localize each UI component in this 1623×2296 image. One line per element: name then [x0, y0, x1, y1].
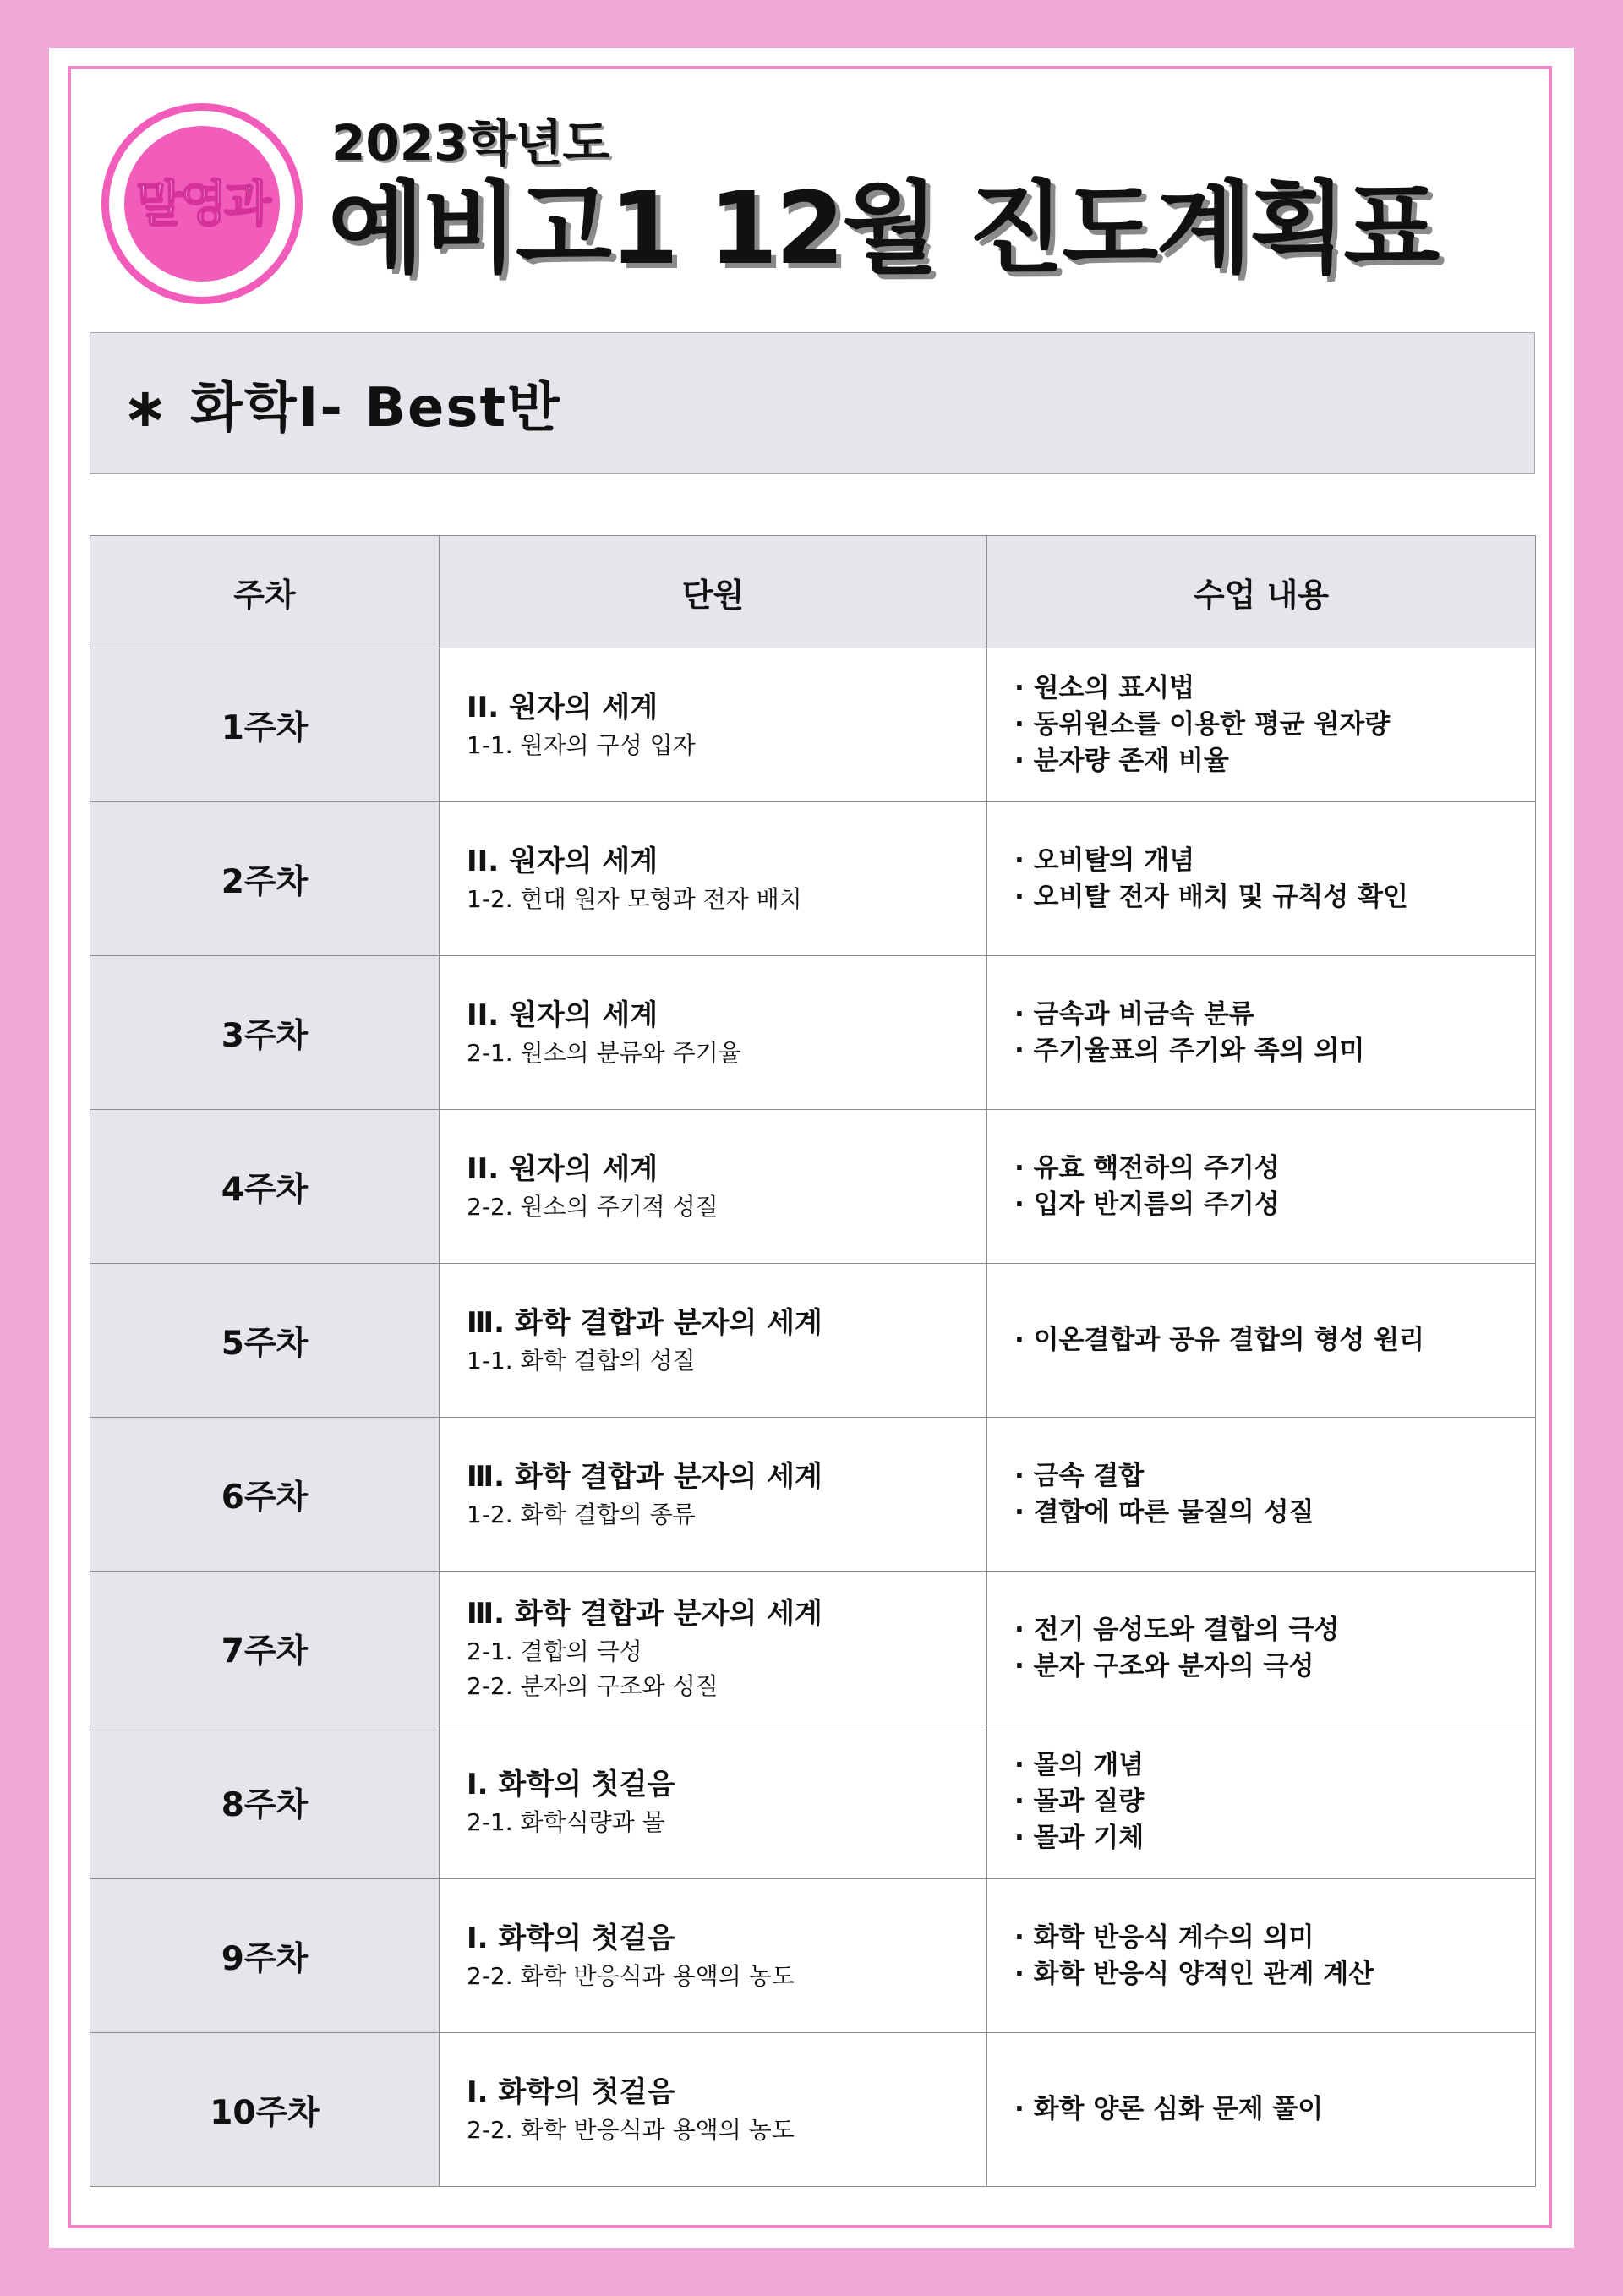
header-year: 2023학년도 [331, 114, 610, 172]
table-row [90, 802, 1536, 956]
unit-subtitle: 1-1. 원자의 구성 입자 [467, 731, 696, 759]
content-cell [987, 1879, 1536, 2033]
unit-title: II. 원자의 세계 [467, 691, 658, 724]
table-row [90, 1725, 1536, 1879]
unit-subtitle: 2-1. 원소의 분류와 주기율 [467, 1039, 741, 1067]
table-row [90, 1264, 1536, 1418]
unit-subtitle: 1-2. 현대 원자 모형과 전자 배치 [467, 885, 802, 913]
logo [101, 103, 303, 304]
unit-title: Ⅲ. 화학 결합과 분자의 세계 [467, 1596, 822, 1631]
content-item: · 분자량 존재 비율 [1014, 743, 1534, 779]
table-body [90, 648, 1536, 2187]
content-cell [987, 956, 1536, 1110]
table-header-row [90, 536, 1536, 648]
content-cell [987, 648, 1536, 802]
unit-cell [440, 1418, 987, 1572]
table-row [90, 1418, 1536, 1572]
week-cell: 1주차 [90, 648, 440, 802]
content-cell [987, 1264, 1536, 1418]
schedule-table [90, 535, 1536, 2187]
content-cell [987, 1572, 1536, 1725]
content-item: · 전기 음성도와 결합의 극성 [1014, 1612, 1534, 1648]
table-row [90, 1879, 1536, 2033]
table-row [90, 648, 1536, 802]
content-cell [987, 1725, 1536, 1879]
content-item: · 금속 결합 [1014, 1458, 1534, 1495]
content-item: · 유효 핵전하의 주기성 [1014, 1151, 1534, 1187]
content-item: · 화학 양론 심화 문제 풀이 [1014, 2091, 1534, 2128]
unit-cell [440, 2033, 987, 2187]
week-cell: 2주차 [90, 802, 440, 956]
table-row [90, 1110, 1536, 1264]
unit-subtitle: 1-1. 화학 결합의 성질 [467, 1347, 696, 1375]
unit-subtitle: 2-2. 화학 반응식과 용액의 농도 [467, 1962, 795, 1990]
content-item: · 결합에 따른 물질의 성질 [1014, 1495, 1534, 1531]
content-item: · 입자 반지름의 주기성 [1014, 1187, 1534, 1223]
content-item: · 몰과 기체 [1014, 1820, 1534, 1856]
content-item: · 주기율표의 주기와 족의 의미 [1014, 1033, 1534, 1069]
week-cell: 5주차 [90, 1264, 440, 1418]
content-item: · 몰과 질량 [1014, 1784, 1534, 1820]
table-row [90, 956, 1536, 1110]
unit-subtitle: 2-1. 화학식량과 몰 [467, 1808, 665, 1836]
column-header-unit: 단원 [440, 536, 987, 648]
content-item: · 화학 반응식 계수의 의미 [1014, 1920, 1534, 1956]
unit-cell [440, 802, 987, 956]
unit-title: Ⅰ. 화학의 첫걸음 [467, 1768, 675, 1801]
week-cell: 6주차 [90, 1418, 440, 1572]
unit-title: Ⅰ. 화학의 첫걸음 [467, 1922, 675, 1955]
week-cell: 9주차 [90, 1879, 440, 2033]
unit-cell [440, 1879, 987, 2033]
logo-text: 말영과 [135, 175, 269, 232]
unit-cell [440, 1725, 987, 1879]
unit-subtitle: 1-2. 화학 결합의 종류 [467, 1501, 696, 1528]
week-cell: 7주차 [90, 1572, 440, 1725]
unit-cell [440, 1572, 987, 1725]
content-cell [987, 2033, 1536, 2187]
content-item: · 이온결합과 공유 결합의 형성 원리 [1014, 1322, 1534, 1358]
unit-title: II. 원자의 세계 [467, 998, 658, 1032]
content-item: · 동위원소를 이용한 평균 원자량 [1014, 707, 1534, 743]
unit-cell [440, 1264, 987, 1418]
week-cell: 3주차 [90, 956, 440, 1110]
unit-cell [440, 648, 987, 802]
content-item: · 몰의 개념 [1014, 1747, 1534, 1784]
unit-cell [440, 956, 987, 1110]
column-header-content: 수업 내용 [987, 536, 1536, 648]
page-title: 예비고1 12월 진도계획표 [328, 170, 1438, 287]
content-item: · 분자 구조와 분자의 극성 [1014, 1648, 1534, 1685]
unit-title: Ⅲ. 화학 결합과 분자의 세계 [467, 1306, 822, 1340]
unit-subtitle: 2-2. 화학 반응식과 용액의 농도 [467, 2116, 795, 2144]
week-cell: 10주차 [90, 2033, 440, 2187]
unit-title: II. 원자의 세계 [467, 845, 658, 878]
content-cell [987, 1418, 1536, 1572]
unit-subtitle: 2-2. 분자의 구조와 성질 [467, 1671, 719, 1700]
column-header-week: 주차 [90, 536, 440, 648]
unit-subtitle: 2-1. 결합의 극성 [467, 1637, 642, 1665]
content-item: · 오비탈의 개념 [1014, 843, 1534, 879]
unit-title: II. 원자의 세계 [467, 1152, 658, 1186]
table-row [90, 2033, 1536, 2187]
subject-banner [90, 332, 1535, 474]
unit-cell [440, 1110, 987, 1264]
content-cell [987, 1110, 1536, 1264]
unit-title: Ⅰ. 화학의 첫걸음 [467, 2075, 675, 2109]
week-cell: 4주차 [90, 1110, 440, 1264]
content-cell [987, 802, 1536, 956]
content-item: · 화학 반응식 양적인 관계 계산 [1014, 1956, 1534, 1993]
week-cell: 8주차 [90, 1725, 440, 1879]
table-row [90, 1572, 1536, 1725]
unit-title: Ⅲ. 화학 결합과 분자의 세계 [467, 1460, 822, 1494]
content-item: · 오비탈 전자 배치 및 규칙성 확인 [1014, 879, 1534, 916]
unit-subtitle: 2-2. 원소의 주기적 성질 [467, 1193, 719, 1221]
subject-label: ∗ 화학Ⅰ- Best반 [123, 377, 561, 440]
content-item: · 원소의 표시법 [1014, 670, 1534, 707]
content-item: · 금속과 비금속 분류 [1014, 997, 1534, 1033]
